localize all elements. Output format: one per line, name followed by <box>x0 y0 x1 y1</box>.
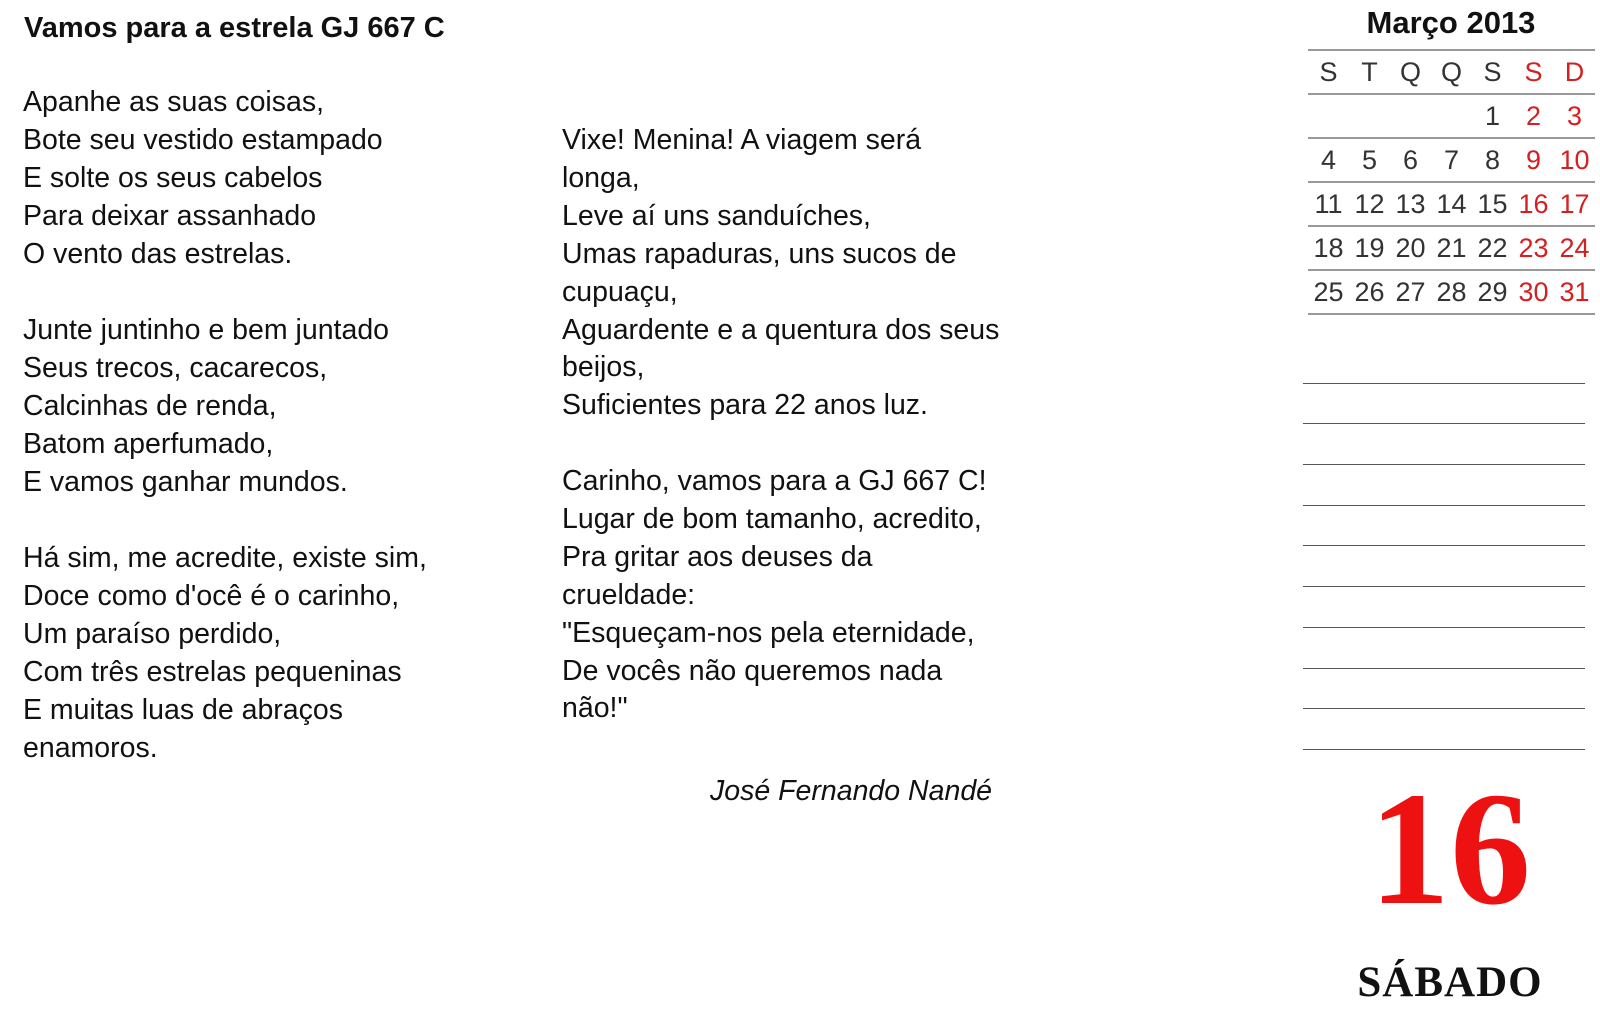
calendar-day: 1 <box>1472 94 1513 138</box>
poem-line: Pra gritar aos deuses da <box>562 540 873 573</box>
calendar-week-row <box>1308 226 1595 270</box>
calendar-day: 26 <box>1349 270 1390 314</box>
poem-line: Lugar de bom tamanho, acredito, <box>562 502 982 535</box>
right-stanza-1 <box>562 122 999 425</box>
calendar-day: 12 <box>1349 182 1390 226</box>
poem-line: Suficientes para 22 anos luz. <box>562 389 928 422</box>
poem-line: crueldade: <box>562 578 696 611</box>
calendar-day: 29 <box>1472 270 1513 314</box>
calendar-day: 28 <box>1431 270 1472 314</box>
calendar-weekday: T <box>1349 50 1390 94</box>
calendar-day: 18 <box>1308 226 1349 270</box>
mini-calendar <box>1308 49 1595 315</box>
poem-line: longa, <box>562 161 640 194</box>
calendar-day: 9 <box>1513 138 1554 182</box>
calendar-day: 19 <box>1349 226 1390 270</box>
calendar-day: 31 <box>1554 270 1595 314</box>
note-line <box>1303 384 1585 425</box>
poem-line: Para deixar assanhado <box>23 199 317 232</box>
day-number: 16 <box>1369 760 1531 939</box>
poem-title: Vamos para a estrela GJ 667 C <box>24 12 445 44</box>
calendar-day <box>1349 94 1390 138</box>
poem-line: Aguardente e a quentura dos seus <box>562 313 1000 346</box>
calendar-day: 7 <box>1431 138 1472 182</box>
note-line <box>1303 709 1585 750</box>
notes-lines <box>1303 343 1585 750</box>
calendar-day: 5 <box>1349 138 1390 182</box>
calendar-day: 8 <box>1472 138 1513 182</box>
left-stanza-1 <box>23 84 383 274</box>
note-line <box>1303 546 1585 587</box>
poem-line: Seus trecos, cacarecos, <box>23 351 328 384</box>
calendar-day: 23 <box>1513 226 1554 270</box>
poem-line: Com três estrelas pequeninas <box>23 655 402 688</box>
calendar-weekday: Q <box>1390 50 1431 94</box>
left-stanza-2 <box>23 312 389 502</box>
poem-line: Bote seu vestido estampado <box>23 123 383 156</box>
poem-line: Um paraíso perdido, <box>23 617 282 650</box>
weekday-label: SÁBADO <box>1357 959 1543 1006</box>
poem-line: Junte juntinho e bem juntado <box>23 314 390 346</box>
calendar-week-row <box>1308 182 1595 226</box>
poem-line: Há sim, me acredite, existe sim, <box>23 542 427 574</box>
calendar-month-title: Março 2013 <box>1366 5 1536 40</box>
calendar-day: 27 <box>1390 270 1431 314</box>
poem-line: E vamos ganhar mundos. <box>23 465 348 498</box>
calendar-day <box>1308 94 1349 138</box>
calendar-day: 2 <box>1513 94 1554 138</box>
note-line <box>1303 669 1585 710</box>
calendar-day: 25 <box>1308 270 1349 314</box>
poem-line: Umas rapaduras, uns sucos de <box>562 237 957 270</box>
calendar-day: 6 <box>1390 138 1431 182</box>
calendar-day: 10 <box>1554 138 1595 182</box>
calendar-week-row <box>1308 138 1595 182</box>
poem-line: Carinho, vamos para a GJ 667 C! <box>562 465 987 497</box>
poem-line: Vixe! Menina! A viagem será <box>562 124 922 156</box>
calendar-week-row <box>1308 94 1595 138</box>
calendar-day: 15 <box>1472 182 1513 226</box>
calendar-weekday-row <box>1308 50 1595 94</box>
poem-line: "Esqueçam-nos pela eternidade, <box>562 616 975 649</box>
calendar-day <box>1431 94 1472 138</box>
poem-line: E muitas luas de abraços <box>23 693 343 726</box>
calendar-day: 16 <box>1513 182 1554 226</box>
poem-line: Doce como d'ocê é o carinho, <box>23 579 400 612</box>
note-line <box>1303 628 1585 669</box>
calendar-day: 20 <box>1390 226 1431 270</box>
calendar-day <box>1390 94 1431 138</box>
calendar-weekday: S <box>1513 50 1554 94</box>
poem-line: Calcinhas de renda, <box>23 389 277 422</box>
poem-line: E solte os seus cabelos <box>23 161 323 194</box>
poem-line: não!" <box>562 692 628 725</box>
left-stanza-3 <box>23 540 427 767</box>
note-line <box>1303 343 1585 384</box>
poem-line: enamoros. <box>23 731 158 764</box>
calendar-day: 14 <box>1431 182 1472 226</box>
calendar-day: 3 <box>1554 94 1595 138</box>
calendar-weekday: Q <box>1431 50 1472 94</box>
poem-author: José Fernando Nandé <box>710 775 993 807</box>
calendar-weekday: S <box>1308 50 1349 94</box>
calendar-day: 11 <box>1308 182 1349 226</box>
calendar-day: 22 <box>1472 226 1513 270</box>
calendar-day: 17 <box>1554 182 1595 226</box>
calendar-day: 30 <box>1513 270 1554 314</box>
poem-line: cupuaçu, <box>562 275 678 308</box>
note-line <box>1303 465 1585 506</box>
note-line <box>1303 424 1585 465</box>
calendar-day: 4 <box>1308 138 1349 182</box>
poem-line: Apanhe as suas coisas, <box>23 86 325 118</box>
calendar-weekday: D <box>1554 50 1595 94</box>
calendar-day: 13 <box>1390 182 1431 226</box>
right-stanza-2 <box>562 463 987 728</box>
poem-line: O vento das estrelas. <box>23 237 293 270</box>
poem-line: Batom aperfumado, <box>23 427 274 460</box>
calendar-day: 21 <box>1431 226 1472 270</box>
calendar-week-row <box>1308 270 1595 314</box>
note-line <box>1303 506 1585 547</box>
poem-line: De vocês não queremos nada <box>562 654 943 687</box>
note-line <box>1303 587 1585 628</box>
calendar-weekday: S <box>1472 50 1513 94</box>
poem-line: beijos, <box>562 351 645 384</box>
calendar-day: 24 <box>1554 226 1595 270</box>
poem-line: Leve aí uns sanduíches, <box>562 199 871 232</box>
